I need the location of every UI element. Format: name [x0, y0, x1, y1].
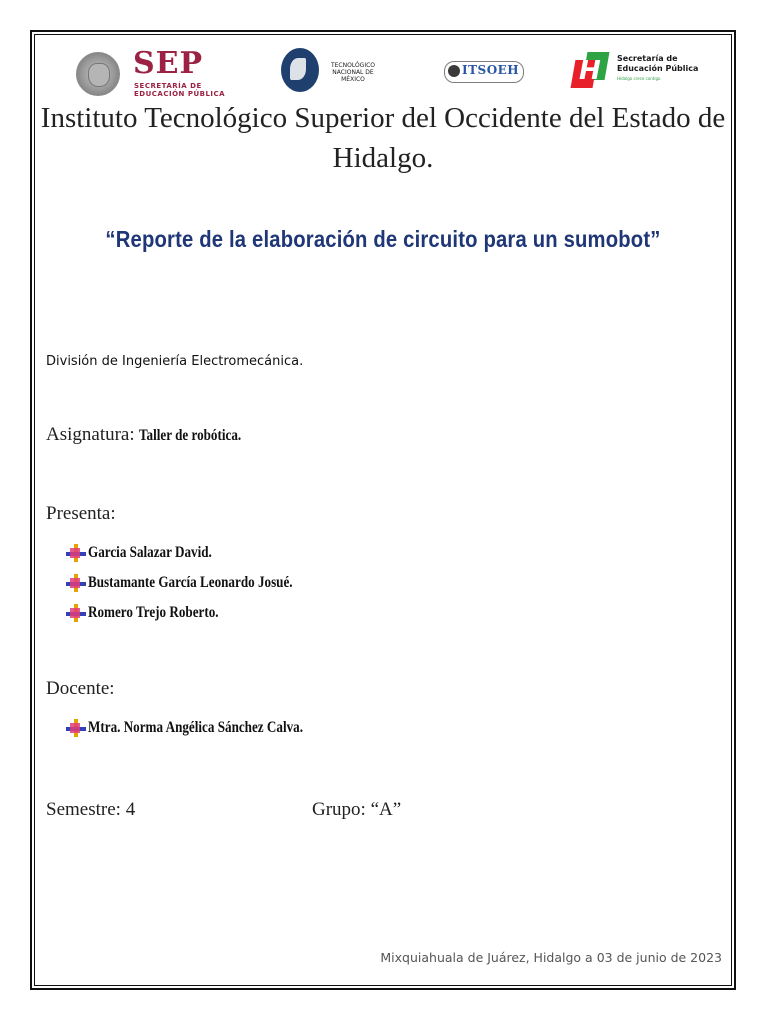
hidalgo-slogan: Hidalgo crece contigo [617, 76, 661, 81]
list-item [66, 598, 337, 628]
grupo-value: “A” [370, 799, 402, 820]
student-name: Romero Trejo Roberto. [88, 604, 219, 621]
student-list [66, 538, 337, 628]
student-name: Garcia Salazar David. [88, 544, 212, 561]
docente-label: Docente: [46, 678, 115, 699]
list-item [66, 713, 350, 743]
subject-line [46, 424, 263, 446]
sep-logo [76, 48, 236, 104]
national-seal-icon [76, 52, 120, 96]
cross-bullet-icon [66, 544, 86, 562]
teacher-name: Mtra. Norma Angélica Sánchez Calva. [88, 719, 303, 736]
tecnm-line1: TECNOLÓGICO [330, 62, 376, 69]
hidalgo-logo-title [617, 54, 698, 74]
itsoeh-logo-word: ITSOEH [462, 63, 520, 77]
tecnm-line2: NACIONAL DE MÉXICO [332, 69, 374, 83]
division-name: División de Ingeniería Electromecánica. [46, 354, 304, 369]
sep-logo-subtitle [134, 82, 225, 98]
place-date-footer: Mixquiahuala de Juárez, Hidalgo a 03 de junio de 2023 [380, 950, 722, 965]
cross-bullet-icon [66, 574, 86, 592]
grupo-line [312, 799, 401, 821]
student-name: Bustamante García Leonardo Josué. [88, 574, 293, 591]
sep-subtitle-line1: SECRETARÍA DE [134, 82, 202, 90]
logo-strip [76, 46, 706, 104]
teacher-list [66, 713, 350, 743]
tecnm-gear-icon [281, 48, 319, 92]
grupo-label: Grupo: [312, 799, 366, 820]
itsoeh-emblem-icon [448, 65, 460, 77]
subject-value: Taller de robótica. [138, 427, 241, 444]
tecnm-logo-text [321, 62, 385, 83]
presenta-label: Presenta: [46, 503, 116, 524]
institution-name: Instituto Tecnológico Superior del Occidente del Estado de Hidalgo. [40, 102, 726, 174]
list-item [66, 538, 337, 568]
list-item [66, 568, 337, 598]
report-title: “Reporte de la elaboración de circuito para un sumobot” [105, 226, 661, 252]
tecnm-logo [281, 48, 391, 92]
hidalgo-h-icon: H [573, 52, 609, 90]
semestre-value: 4 [125, 799, 136, 820]
itsoeh-logo [444, 61, 524, 83]
sep-logo-word: SEP [133, 46, 204, 81]
hidalgo-sep-logo [573, 50, 713, 94]
cross-bullet-icon [66, 719, 86, 737]
sep-subtitle-line2: EDUCACIÓN PÚBLICA [134, 90, 226, 98]
subject-label: Asignatura: [46, 424, 135, 445]
hidalgo-title-line1: Secretaría de [617, 54, 678, 63]
hidalgo-title-line2: Educación Pública [617, 64, 699, 73]
cross-bullet-icon [66, 604, 86, 622]
semestre-label: Semestre: [46, 799, 121, 820]
semestre-line [46, 799, 135, 821]
